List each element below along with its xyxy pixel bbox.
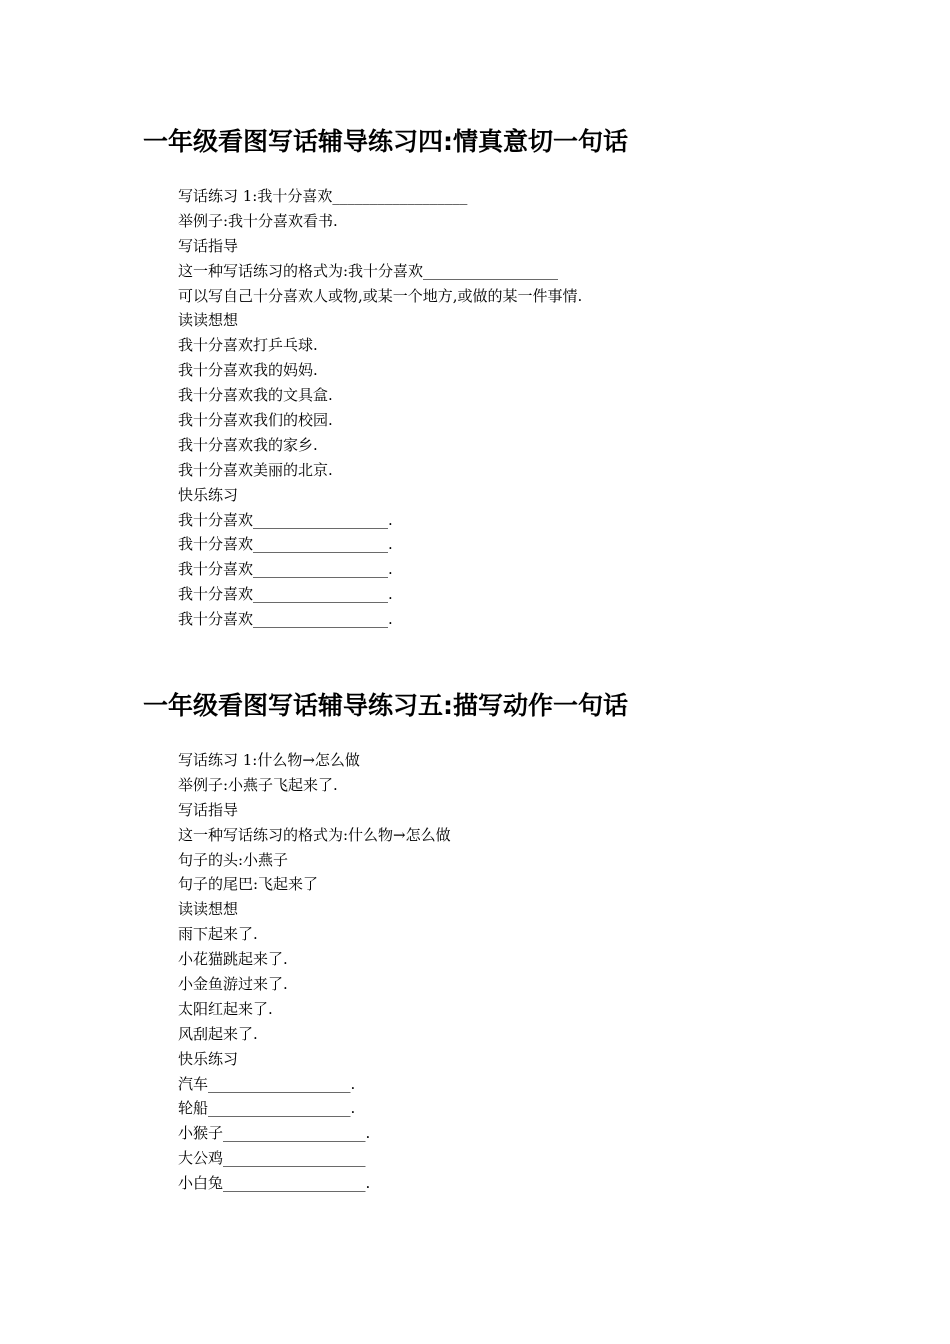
text-line: 可以写自己十分喜欢人或物,或某一个地方,或做的某一件事情.	[178, 286, 583, 305]
text-line: 我十分喜欢打乒乓球.	[178, 336, 318, 355]
fill-in-line: 我十分喜欢__________________.	[178, 585, 393, 604]
text-line: 读读想想	[178, 311, 239, 330]
text-line: 我十分喜欢我的文具盒.	[178, 386, 333, 405]
exercise-five-lines	[0, 748, 950, 1196]
fill-in-line: 我十分喜欢__________________.	[178, 610, 393, 629]
text-line: 这一种写话练习的格式为:我十分喜欢__________________	[178, 261, 559, 280]
text-line: 句子的尾巴:飞起来了	[178, 875, 319, 894]
exercise-four-section	[0, 120, 950, 632]
exercise-four-lines	[0, 184, 950, 632]
text-line: 写话练习 1:我十分喜欢__________________	[178, 187, 468, 205]
text-line: 我十分喜欢我们的校园.	[178, 411, 333, 430]
fill-in-line: 大公鸡___________________	[178, 1149, 366, 1168]
text-line: 我十分喜欢美丽的北京.	[178, 460, 333, 479]
fill-in-line: 小白兔___________________.	[178, 1174, 371, 1193]
text-line: 举例子:小燕子飞起来了.	[178, 775, 338, 794]
fill-in-line: 小猴子___________________.	[178, 1124, 371, 1143]
fill-in-line: 我十分喜欢__________________.	[178, 535, 393, 554]
fill-in-line: 我十分喜欢__________________.	[178, 560, 393, 579]
text-line: 举例子:我十分喜欢看书.	[178, 211, 338, 230]
text-line: 写话练习 1:什么物→怎么做	[178, 751, 360, 769]
text-line: 雨下起来了.	[178, 925, 258, 944]
exercise-four-title: 一年级看图写话辅导练习四:情真意切一句话	[143, 127, 628, 156]
text-line: 快乐练习	[178, 485, 239, 504]
text-line: 风刮起来了.	[178, 1024, 258, 1043]
exercise-five-section	[0, 684, 950, 1196]
fill-in-line: 轮船___________________.	[178, 1099, 356, 1118]
text-line: 这一种写话练习的格式为:什么物→怎么做	[178, 825, 451, 844]
fill-in-line: 我十分喜欢__________________.	[178, 510, 393, 529]
text-line: 我十分喜欢我的妈妈.	[178, 361, 318, 380]
text-line: 读读想想	[178, 900, 239, 919]
text-line: 我十分喜欢我的家乡.	[178, 435, 318, 454]
text-line: 小花猫跳起来了.	[178, 950, 288, 969]
text-line: 太阳红起来了.	[178, 999, 273, 1018]
text-line: 写话指导	[178, 800, 239, 819]
text-line: 句子的头:小燕子	[178, 850, 289, 869]
text-line: 写话指导	[178, 236, 239, 255]
text-line: 小金鱼游过来了.	[178, 975, 288, 994]
text-line: 快乐练习	[178, 1049, 239, 1068]
exercise-five-title: 一年级看图写话辅导练习五:描写动作一句话	[143, 691, 628, 720]
fill-in-line: 汽车___________________.	[178, 1074, 356, 1093]
